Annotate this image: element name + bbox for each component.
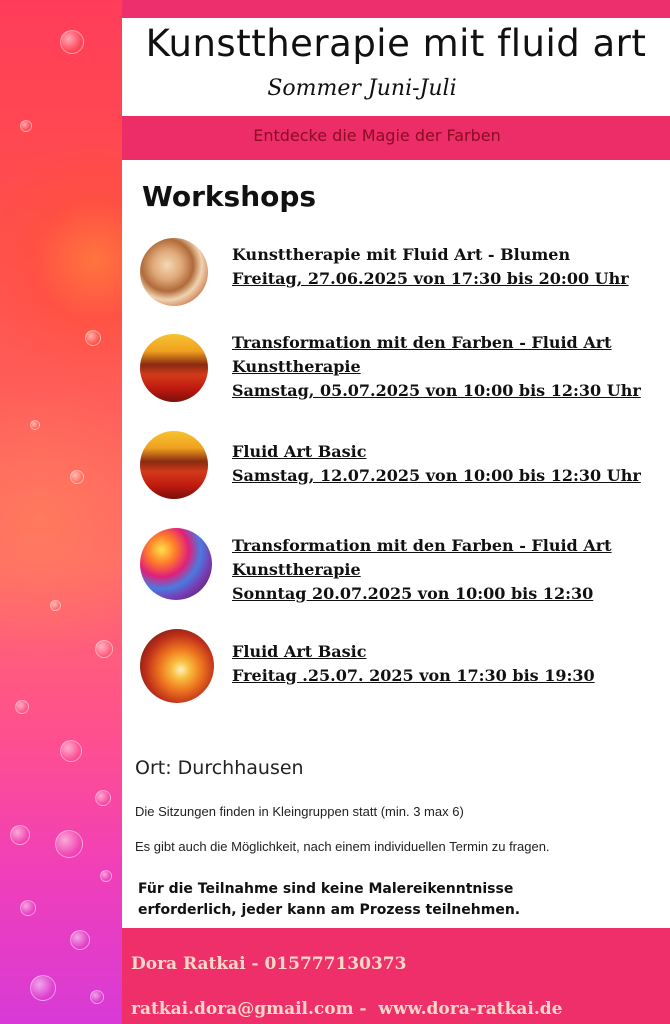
location: Ort: Durchhausen: [135, 757, 304, 779]
fluid-art-landscape-image: [140, 431, 208, 499]
top-accent-strip: [122, 0, 670, 18]
fluid-art-flowers-image: [140, 238, 208, 306]
page-title: Kunsttherapie mit fluid art: [145, 22, 647, 65]
workshop-title: Kunsttherapie mit Fluid Art - Blumen: [232, 245, 571, 264]
workshop-title[interactable]: Fluid Art Basic: [232, 642, 367, 661]
no-experience-info: Für die Teilnahme sind keine Malereikenntnisse erforderlich, jeder kann am Prozess teilnehmen.: [138, 881, 521, 918]
decorative-bubble-panel: [0, 0, 122, 1024]
workshop-date[interactable]: Freitag .25.07. 2025 von 17:30 bis 19:30: [232, 666, 595, 685]
page-subtitle: Sommer Juni-Juli: [267, 76, 457, 101]
workshop-title[interactable]: Transformation mit den Farben - Fluid Art: [232, 536, 612, 555]
contact-email-website[interactable]: ratkai.dora@gmail.com - www.dora-ratkai.de: [131, 999, 563, 1019]
workshop-title-line2[interactable]: Kunsttherapie: [232, 357, 361, 376]
workshops-heading: Workshops: [142, 180, 317, 213]
workshop-title[interactable]: Fluid Art Basic: [232, 442, 367, 461]
fluid-art-orange-swirl-image: [140, 629, 214, 703]
workshop-date[interactable]: Freitag, 27.06.2025 von 17:30 bis 20:00 Uhr: [232, 269, 629, 288]
individual-appointment-info: Es gibt auch die Möglichkeit, nach einem individuellen Termin zu fragen.: [135, 839, 550, 854]
workshop-title-line2[interactable]: Kunsttherapie: [232, 560, 361, 579]
fluid-art-landscape-image: [140, 334, 208, 402]
workshop-date[interactable]: Samstag, 12.07.2025 von 10:00 bis 12:30 Uhr: [232, 466, 641, 485]
workshop-date[interactable]: Samstag, 05.07.2025 von 10:00 bis 12:30 Uhr: [232, 381, 641, 400]
workshop-title[interactable]: Transformation mit den Farben - Fluid Art: [232, 333, 612, 352]
workshop-date[interactable]: Sonntag 20.07.2025 von 10:00 bis 12:30: [232, 584, 594, 603]
group-size-info: Die Sitzungen finden in Kleingruppen statt (min. 3 max 6): [135, 804, 464, 819]
fluid-art-colorful-image: [140, 528, 212, 600]
contact-name-phone[interactable]: Dora Ratkai - 015777130373: [131, 954, 407, 974]
tagline: Entdecke die Magie der Farben: [253, 126, 501, 145]
